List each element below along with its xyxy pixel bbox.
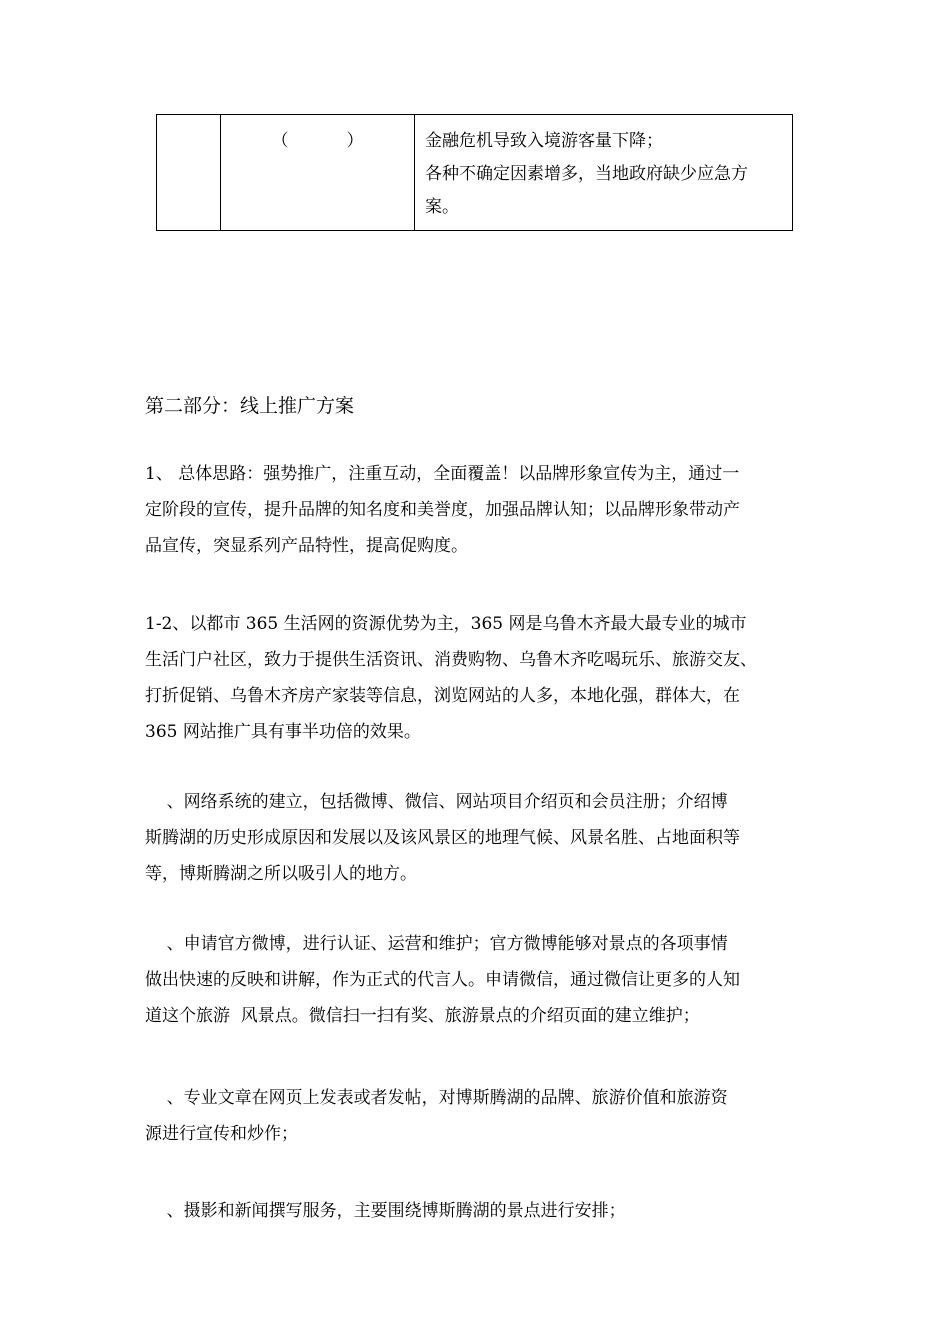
table-cell-risks [415, 115, 793, 231]
paragraph-official-weibo [145, 926, 810, 1034]
paragraph-line: 生活门户社区，致力于提供生活资讯、消费购物、乌鲁木齐吃喝玩乐、旅游交友、 [145, 650, 757, 670]
paragraph-line: 1-2、以都市 365 生活网的资源优势为主，365 网是乌鲁木齐最大最专业的城市 [145, 614, 747, 634]
risk-line: 各种不确定因素增多，当地政府缺少应急方 [425, 164, 748, 184]
paragraph-articles [145, 1080, 810, 1152]
paragraph-line: 做出快速的反映和讲解，作为正式的代言人。申请微信，通过微信让更多的人知 [145, 970, 740, 990]
risk-line: 案。 [425, 197, 459, 217]
paragraph-network-system [145, 784, 810, 892]
paragraph-line: 、摄影和新闻撰写服务，主要围绕博斯腾湖的景点进行安排； [145, 1201, 626, 1221]
paragraph-365-network [145, 606, 810, 750]
close-paren: ） [346, 131, 364, 151]
paragraph-overall-idea [145, 456, 810, 564]
table-row [157, 115, 793, 231]
table-cell-parentheses [221, 115, 415, 231]
paragraph-line: 、专业文章在网页上发表或者发帖，对博斯腾湖的品牌、旅游价值和旅游资 [145, 1088, 728, 1108]
paragraph-line: 斯腾湖的历史形成原因和发展以及该风景区的地理气候、风景名胜、占地面积等 [145, 828, 740, 848]
paragraph-line: 等，博斯腾湖之所以吸引人的地方。 [145, 864, 417, 884]
paragraph-line: 365 网站推广具有事半功倍的效果。 [145, 722, 421, 742]
open-paren: （ [271, 131, 289, 151]
paragraph-line: 打折促销、乌鲁木齐房产家装等信息，浏览网站的人多，本地化强，群体大，在 [145, 686, 740, 706]
paragraph-line: 定阶段的宣传，提升品牌的知名度和美誉度，加强品牌认知；以品牌形象带动产 [145, 500, 740, 520]
risk-table [156, 114, 793, 231]
section-heading: 第二部分：线上推广方案 [145, 395, 355, 417]
paragraph-line: 、申请官方微博，进行认证、运营和维护；官方微博能够对景点的各项事情 [145, 934, 728, 954]
paragraph-line: 源进行宣传和炒作； [145, 1124, 298, 1144]
table-cell-empty [157, 115, 221, 231]
paragraph-line: 1、 总体思路：强势推广，注重互动，全面覆盖！以品牌形象宣传为主，通过一 [145, 464, 740, 484]
paragraph-line: 道这个旅游 风景点。微信扫一扫有奖、旅游景点的介绍页面的建立维护； [145, 1006, 700, 1026]
paragraph-photography [145, 1193, 810, 1229]
paragraph-line: 、网络系统的建立，包括微博、微信、网站项目介绍页和会员注册；介绍博 [145, 792, 728, 812]
paragraph-line: 品宣传，突显系列产品特性，提高促购度。 [145, 536, 468, 556]
risk-line: 金融危机导致入境游客量下降； [425, 131, 663, 151]
